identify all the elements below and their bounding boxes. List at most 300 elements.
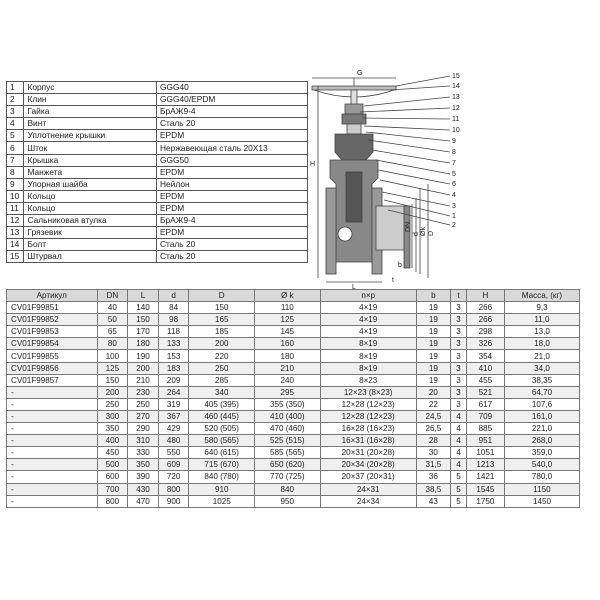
handwheel: [312, 86, 396, 90]
parts-row: [7, 82, 308, 94]
spec-cell: 3: [451, 314, 467, 326]
spec-cell: 3: [451, 338, 467, 350]
spec-cell: 4: [451, 435, 467, 447]
spec-cell: CV01F99854: [7, 338, 98, 350]
callout-leader: [366, 132, 450, 141]
spec-cell: 900: [158, 495, 189, 507]
spec-cell: 1051: [466, 447, 504, 459]
part-material: GGG40/EPDM: [156, 94, 307, 106]
callout-leader: [364, 126, 450, 130]
spec-cell: 180: [255, 350, 321, 362]
spec-cell: 43: [416, 495, 450, 507]
spec-cell: 5: [451, 483, 467, 495]
spec-cell: 319: [158, 398, 189, 410]
callout-label: 14: [452, 83, 460, 90]
spec-cell: 709: [466, 410, 504, 422]
part-material: Нейлон: [156, 178, 307, 190]
spec-cell: 21,0: [504, 350, 579, 362]
dim-dn: DN: [405, 221, 412, 232]
part-number: 10: [7, 190, 24, 202]
spec-cell: 13,0: [504, 326, 579, 338]
part-material: EPDM: [156, 202, 307, 214]
spec-cell: 12×28 (12×23): [320, 398, 416, 410]
part-material: Сталь 20: [156, 251, 307, 263]
spec-row: [7, 314, 580, 326]
spec-cell: 31,5: [416, 459, 450, 471]
flange-left: [326, 188, 336, 274]
spec-cell: 19: [416, 338, 450, 350]
spec-cell: 3: [451, 302, 467, 314]
spec-cell: 617: [466, 398, 504, 410]
spec-cell: 64,70: [504, 386, 579, 398]
spec-cell: 19: [416, 350, 450, 362]
part-material: GGG50: [156, 154, 307, 166]
spec-cell: 840: [255, 483, 321, 495]
spec-header-cell: DN: [97, 290, 128, 302]
spec-header-cell: d: [158, 290, 189, 302]
parts-row: [7, 202, 308, 214]
part-number: 13: [7, 227, 24, 239]
parts-row: [7, 227, 308, 239]
spec-cell: 1025: [189, 495, 255, 507]
spec-header-row: [7, 290, 580, 302]
spec-cell: 8×23: [320, 374, 416, 386]
spec-row: [7, 338, 580, 350]
spec-cell: 410 (400): [255, 410, 321, 422]
spec-cell: 266: [466, 302, 504, 314]
callout-label: 11: [452, 116, 460, 123]
specification-table: [6, 289, 580, 508]
spec-cell: 540,0: [504, 459, 579, 471]
spec-cell: 190: [128, 350, 159, 362]
spec-cell: 133: [158, 338, 189, 350]
spec-row: [7, 374, 580, 386]
spec-cell: 180: [128, 338, 159, 350]
part-number: 7: [7, 154, 24, 166]
spec-header-cell: H: [466, 290, 504, 302]
spec-header-cell: b: [416, 290, 450, 302]
spec-cell: 36: [416, 471, 450, 483]
spec-cell: 285: [189, 374, 255, 386]
spec-cell: 3: [451, 362, 467, 374]
spec-cell: 326: [466, 338, 504, 350]
part-material: БрАЖ9-4: [156, 215, 307, 227]
spec-cell: 26,5: [416, 423, 450, 435]
spec-cell: 650 (620): [255, 459, 321, 471]
spec-row: [7, 459, 580, 471]
part-number: 3: [7, 106, 24, 118]
spec-cell: 585 (565): [255, 447, 321, 459]
spec-cell: 3: [451, 398, 467, 410]
spec-cell: 209: [158, 374, 189, 386]
part-name: Винт: [24, 118, 157, 130]
spec-cell: 4×19: [320, 326, 416, 338]
spec-cell: 4: [451, 447, 467, 459]
spec-cell: 1450: [504, 495, 579, 507]
spec-cell: 350: [97, 423, 128, 435]
spec-cell: 8×19: [320, 338, 416, 350]
part-number: 1: [7, 82, 24, 94]
spec-cell: 161,0: [504, 410, 579, 422]
spec-cell: 470: [128, 495, 159, 507]
parts-row: [7, 190, 308, 202]
spec-cell: 600: [97, 471, 128, 483]
callout-label: 7: [452, 160, 456, 167]
callout-label: 15: [452, 73, 460, 80]
spec-cell: 430: [128, 483, 159, 495]
parts-row: [7, 251, 308, 263]
spec-cell: 550: [158, 447, 189, 459]
spec-header-cell: D: [189, 290, 255, 302]
spec-cell: 350: [128, 459, 159, 471]
part-name: Кольцо: [24, 202, 157, 214]
spec-cell: 12×28 (12×23): [320, 410, 416, 422]
spec-cell: 264: [158, 386, 189, 398]
parts-row: [7, 118, 308, 130]
spec-cell: 520 (505): [189, 423, 255, 435]
spec-cell: 183: [158, 362, 189, 374]
callout-label: 6: [452, 181, 456, 188]
callout-label: 12: [452, 105, 460, 112]
part-name: Гайка: [24, 106, 157, 118]
spec-cell: 390: [128, 471, 159, 483]
spec-cell: 38,5: [416, 483, 450, 495]
part-name: Уплотнение крышки: [24, 130, 157, 142]
spec-cell: 38,35: [504, 374, 579, 386]
spec-cell: 19: [416, 362, 450, 374]
spec-cell: 298: [466, 326, 504, 338]
spec-cell: 8×19: [320, 362, 416, 374]
spec-cell: 24×31: [320, 483, 416, 495]
spec-cell: 18,0: [504, 338, 579, 350]
spec-cell: -: [7, 447, 98, 459]
spec-cell: 30: [416, 447, 450, 459]
spec-cell: -: [7, 410, 98, 422]
parts-row: [7, 142, 308, 154]
spec-cell: 150: [128, 314, 159, 326]
spec-cell: CV01F99856: [7, 362, 98, 374]
spec-row: [7, 435, 580, 447]
callout-label: 10: [452, 127, 460, 134]
spec-cell: -: [7, 471, 98, 483]
spec-cell: 34,0: [504, 362, 579, 374]
spec-cell: 16×28 (16×23): [320, 423, 416, 435]
spec-cell: 429: [158, 423, 189, 435]
spec-cell: 4: [451, 459, 467, 471]
spec-header-cell: Масса, (кг): [504, 290, 579, 302]
part-number: 15: [7, 251, 24, 263]
dim-d-big: D: [428, 230, 435, 236]
callout-label: 1: [452, 213, 456, 220]
spec-cell: CV01F99851: [7, 302, 98, 314]
spec-cell: 160: [255, 338, 321, 350]
spec-cell: 185: [189, 326, 255, 338]
spec-cell: 780,0: [504, 471, 579, 483]
spec-cell: 16×31 (16×28): [320, 435, 416, 447]
part-name: Упорная шайба: [24, 178, 157, 190]
spec-header-cell: Артикул: [7, 290, 98, 302]
spec-cell: 460 (445): [189, 410, 255, 422]
spec-cell: 20×37 (20×31): [320, 471, 416, 483]
spec-cell: 525 (515): [255, 435, 321, 447]
part-name: Сальниковая втулка: [24, 215, 157, 227]
spec-cell: 3: [451, 350, 467, 362]
callout-leader: [396, 76, 450, 86]
spec-cell: 100: [97, 350, 128, 362]
parts-row: [7, 166, 308, 178]
spec-cell: 4×19: [320, 314, 416, 326]
spec-cell: 840 (780): [189, 471, 255, 483]
spec-cell: 910: [189, 483, 255, 495]
spec-cell: 580 (565): [189, 435, 255, 447]
dim-l: L: [352, 284, 356, 290]
spec-cell: 480: [158, 435, 189, 447]
spec-cell: -: [7, 459, 98, 471]
part-name: Корпус: [24, 82, 157, 94]
spec-row: [7, 350, 580, 362]
spec-cell: 210: [255, 362, 321, 374]
wedge: [346, 172, 362, 222]
spec-cell: 640 (615): [189, 447, 255, 459]
spec-cell: 19: [416, 314, 450, 326]
spec-cell: 4×19: [320, 302, 416, 314]
spec-cell: 885: [466, 423, 504, 435]
spec-cell: 1150: [504, 483, 579, 495]
spec-cell: 470 (460): [255, 423, 321, 435]
part-name: Крышка: [24, 154, 157, 166]
spec-cell: 170: [128, 326, 159, 338]
spec-cell: 200: [128, 362, 159, 374]
spec-cell: 310: [128, 435, 159, 447]
part-number: 2: [7, 94, 24, 106]
parts-row: [7, 239, 308, 251]
spec-cell: 290: [128, 423, 159, 435]
dim-b: b: [398, 262, 402, 269]
spec-cell: 24×34: [320, 495, 416, 507]
spec-cell: 355 (350): [255, 398, 321, 410]
spec-cell: 450: [97, 447, 128, 459]
spec-cell: 98: [158, 314, 189, 326]
part-number: 6: [7, 142, 24, 154]
spec-cell: 250: [128, 398, 159, 410]
spec-cell: 153: [158, 350, 189, 362]
spec-cell: -: [7, 483, 98, 495]
spec-cell: 1421: [466, 471, 504, 483]
spec-cell: 250: [189, 362, 255, 374]
spec-cell: 65: [97, 326, 128, 338]
spec-cell: 1545: [466, 483, 504, 495]
spec-cell: 110: [255, 302, 321, 314]
spec-cell: 800: [158, 483, 189, 495]
spec-cell: 455: [466, 374, 504, 386]
spec-cell: 145: [255, 326, 321, 338]
parts-list-table: [6, 81, 308, 263]
spec-cell: 80: [97, 338, 128, 350]
spec-cell: -: [7, 495, 98, 507]
spec-row: [7, 483, 580, 495]
spec-cell: 220: [189, 350, 255, 362]
callout-label: 2: [452, 222, 456, 229]
parts-row: [7, 106, 308, 118]
spec-cell: 1213: [466, 459, 504, 471]
spec-row: [7, 495, 580, 507]
spec-cell: 24,5: [416, 410, 450, 422]
spec-cell: 20×31 (20×28): [320, 447, 416, 459]
spec-cell: 800: [97, 495, 128, 507]
spec-cell: 210: [128, 374, 159, 386]
spec-cell: 9,3: [504, 302, 579, 314]
spec-row: [7, 423, 580, 435]
part-number: 12: [7, 215, 24, 227]
spec-cell: 720: [158, 471, 189, 483]
part-number: 11: [7, 202, 24, 214]
spec-row: [7, 362, 580, 374]
spec-header-cell: n×p: [320, 290, 416, 302]
part-name: Манжета: [24, 166, 157, 178]
spec-cell: -: [7, 386, 98, 398]
part-material: Сталь 20: [156, 118, 307, 130]
spec-cell: 950: [255, 495, 321, 507]
spec-cell: 150: [97, 374, 128, 386]
parts-row: [7, 154, 308, 166]
spec-cell: 240: [255, 374, 321, 386]
dim-h: H: [310, 161, 316, 168]
callout-leader: [364, 97, 450, 106]
part-material: Сталь 20: [156, 239, 307, 251]
spec-cell: 84: [158, 302, 189, 314]
part-number: 5: [7, 130, 24, 142]
spec-cell: CV01F99855: [7, 350, 98, 362]
callout-label: 13: [452, 94, 460, 101]
spec-cell: 200: [189, 338, 255, 350]
part-material: БрАЖ9-4: [156, 106, 307, 118]
part-material: EPDM: [156, 227, 307, 239]
spec-cell: 11,0: [504, 314, 579, 326]
parts-row: [7, 178, 308, 190]
spec-cell: 19: [416, 374, 450, 386]
spec-cell: 40: [97, 302, 128, 314]
spec-cell: 300: [97, 410, 128, 422]
spec-cell: 3: [451, 374, 467, 386]
spec-cell: 405 (395): [189, 398, 255, 410]
spec-cell: 354: [466, 350, 504, 362]
callout-label: 5: [452, 171, 456, 178]
spec-cell: 410: [466, 362, 504, 374]
bonnet: [335, 134, 373, 160]
spec-cell: 521: [466, 386, 504, 398]
callout-label: 8: [452, 149, 456, 156]
part-name: Шток: [24, 142, 157, 154]
part-material: GGG40: [156, 82, 307, 94]
spec-row: [7, 410, 580, 422]
spec-cell: 50: [97, 314, 128, 326]
spec-cell: 12×23 (8×23): [320, 386, 416, 398]
spec-cell: 22: [416, 398, 450, 410]
spec-cell: 125: [255, 314, 321, 326]
dim-t: t: [392, 277, 394, 284]
parts-row: [7, 130, 308, 142]
spec-row: [7, 386, 580, 398]
spec-cell: 3: [451, 326, 467, 338]
spec-cell: 367: [158, 410, 189, 422]
spec-cell: 118: [158, 326, 189, 338]
spec-row: [7, 326, 580, 338]
spec-cell: 3: [451, 386, 467, 398]
spec-cell: CV01F99853: [7, 326, 98, 338]
spec-cell: 230: [128, 386, 159, 398]
spec-cell: CV01F99852: [7, 314, 98, 326]
spec-cell: 5: [451, 495, 467, 507]
spec-cell: 19: [416, 302, 450, 314]
spec-cell: 330: [128, 447, 159, 459]
spec-cell: 270: [128, 410, 159, 422]
spec-cell: 4: [451, 423, 467, 435]
part-number: 4: [7, 118, 24, 130]
spec-cell: 28: [416, 435, 450, 447]
parts-row: [7, 215, 308, 227]
gland: [345, 104, 363, 114]
part-number: 9: [7, 178, 24, 190]
spec-cell: 609: [158, 459, 189, 471]
spec-header-cell: Ø k: [255, 290, 321, 302]
spec-cell: 400: [97, 435, 128, 447]
spec-cell: 8×19: [320, 350, 416, 362]
spec-cell: 500: [97, 459, 128, 471]
spec-cell: 359,0: [504, 447, 579, 459]
part-number: 14: [7, 239, 24, 251]
spec-cell: 700: [97, 483, 128, 495]
part-material: Нержавеющая сталь 20Х13: [156, 142, 307, 154]
spec-cell: 340: [189, 386, 255, 398]
dim-d-small: d: [413, 232, 420, 236]
part-name: Клин: [24, 94, 157, 106]
part-name: Грязевик: [24, 227, 157, 239]
part-name: Кольцо: [24, 190, 157, 202]
spec-header-cell: L: [128, 290, 159, 302]
spec-cell: 295: [255, 386, 321, 398]
part-material: EPDM: [156, 130, 307, 142]
spec-cell: 200: [97, 386, 128, 398]
spec-row: [7, 447, 580, 459]
spec-cell: 140: [128, 302, 159, 314]
spec-cell: -: [7, 423, 98, 435]
part-name: Болт: [24, 239, 157, 251]
spec-cell: 165: [189, 314, 255, 326]
spec-cell: -: [7, 435, 98, 447]
part-material: EPDM: [156, 166, 307, 178]
spec-cell: 107,6: [504, 398, 579, 410]
dim-k: Øk: [420, 227, 427, 236]
spec-cell: 20×34 (20×28): [320, 459, 416, 471]
parts-row: [7, 94, 308, 106]
dim-g: G: [357, 70, 363, 77]
callout-leader: [390, 86, 450, 90]
spec-cell: 268,0: [504, 435, 579, 447]
callout-label: 4: [452, 192, 456, 199]
part-name: Штурвал: [24, 251, 157, 263]
spec-cell: 19: [416, 326, 450, 338]
spec-cell: 250: [97, 398, 128, 410]
part-number: 8: [7, 166, 24, 178]
callout-leader: [368, 140, 450, 152]
spec-cell: 150: [189, 302, 255, 314]
spec-cell: 125: [97, 362, 128, 374]
spec-cell: 715 (670): [189, 459, 255, 471]
part-material: EPDM: [156, 190, 307, 202]
spec-row: [7, 471, 580, 483]
spec-header-cell: t: [451, 290, 467, 302]
spec-cell: 1750: [466, 495, 504, 507]
